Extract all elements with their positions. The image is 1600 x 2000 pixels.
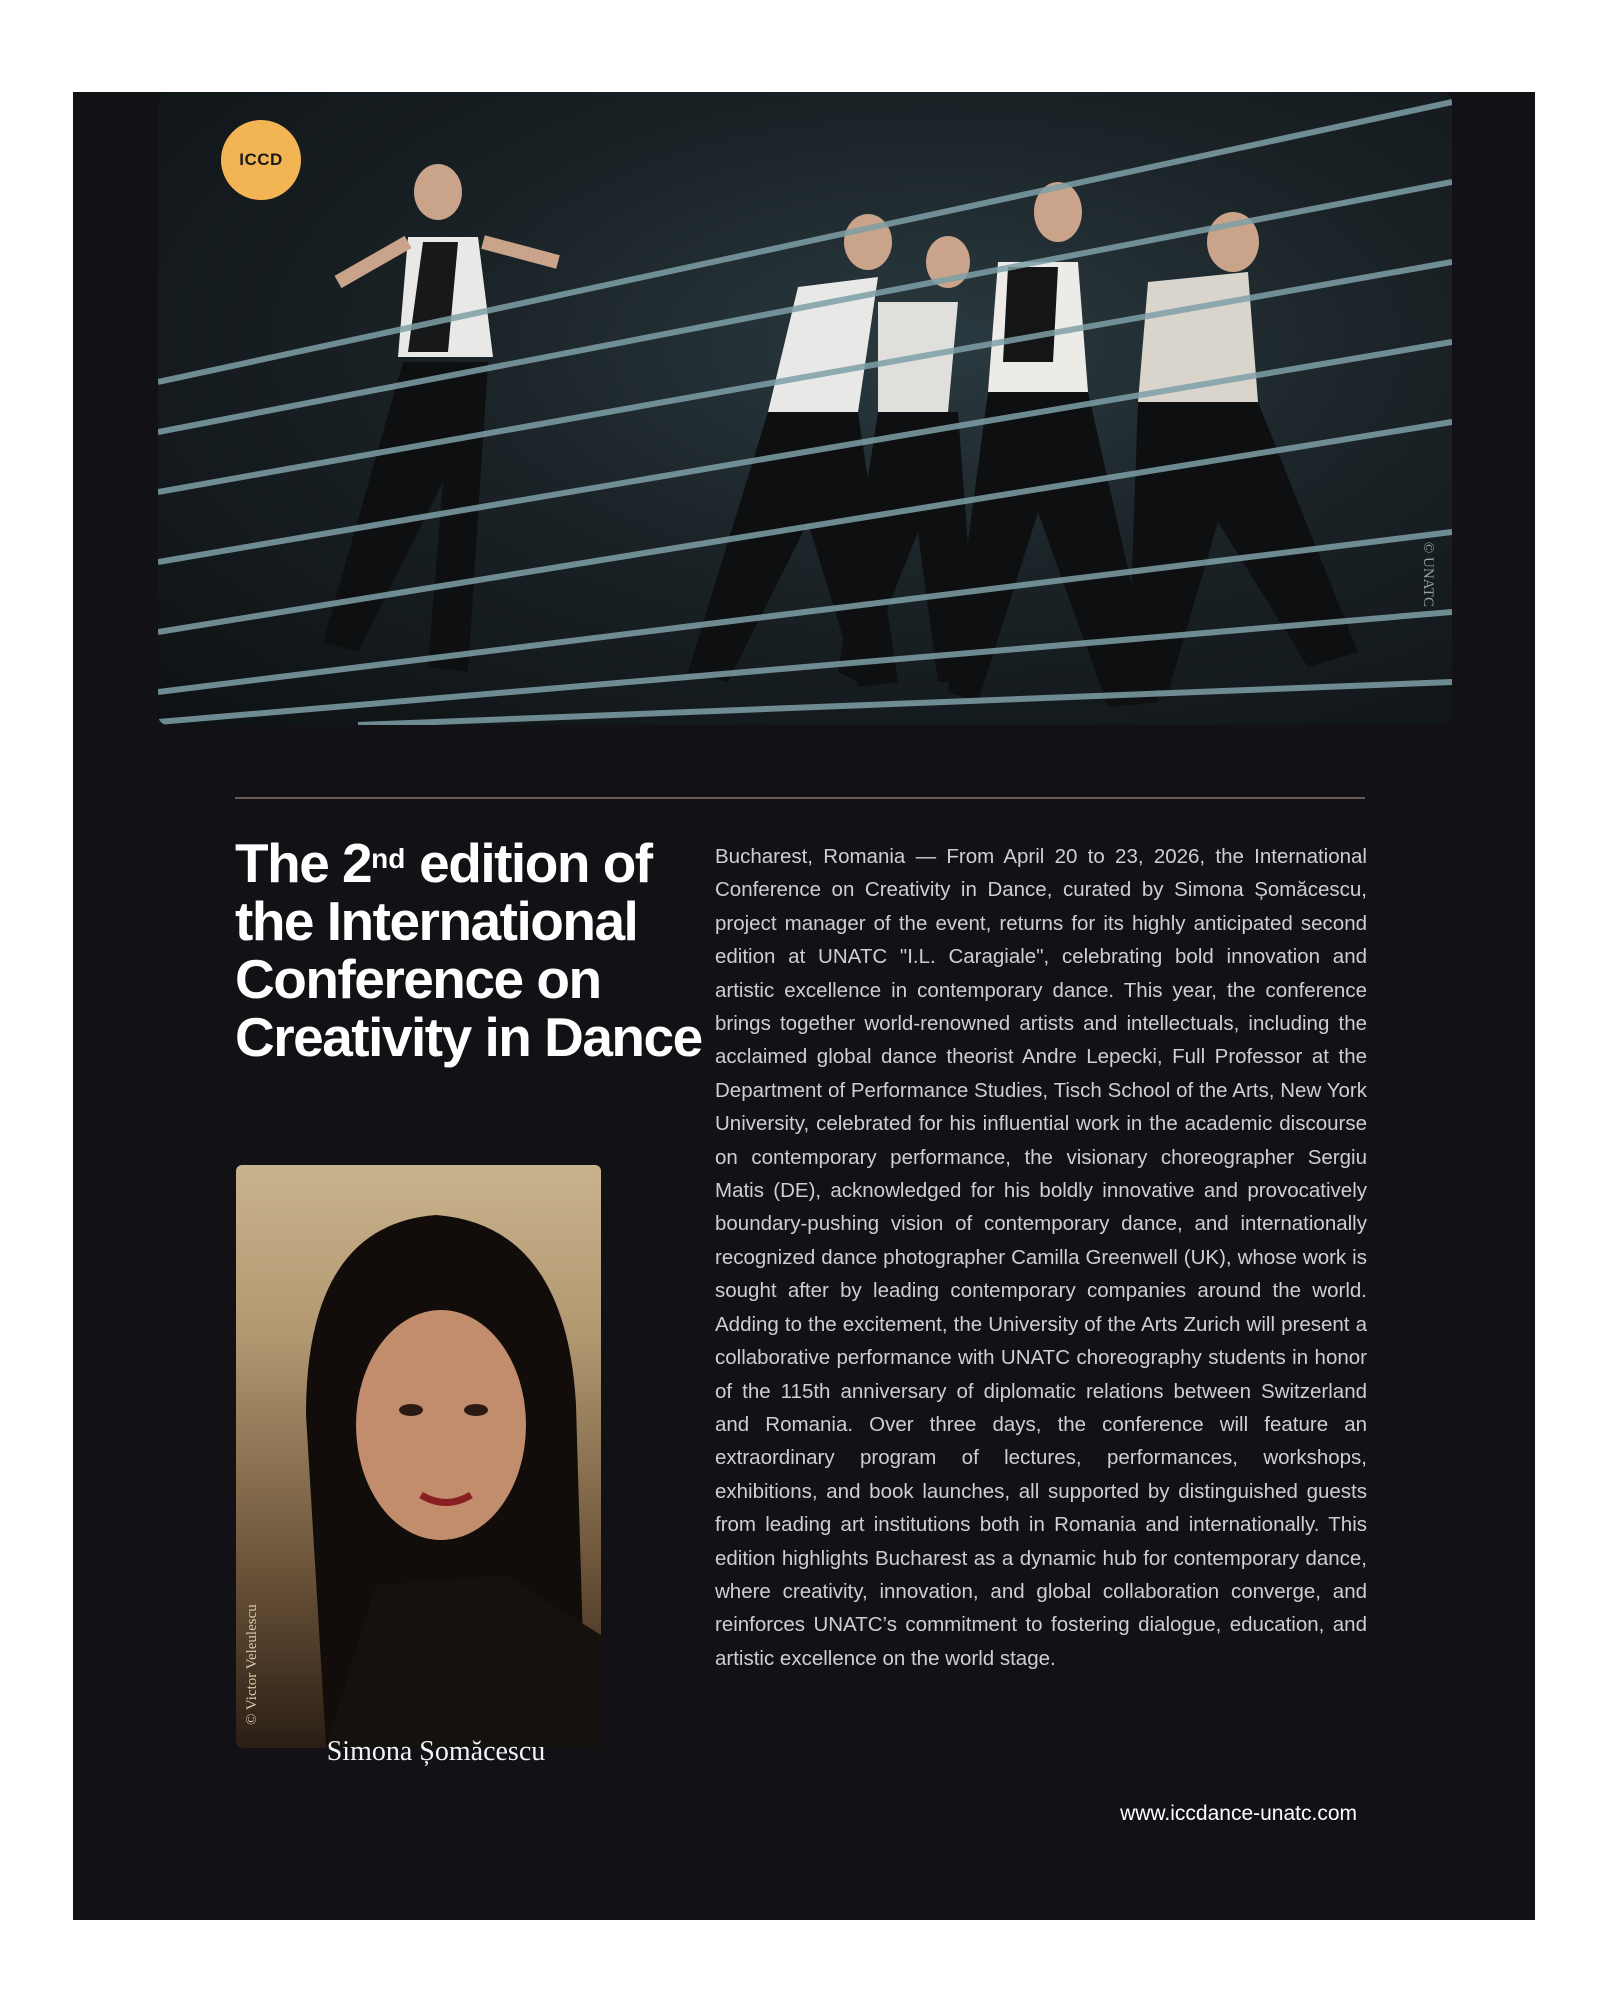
hero-photo — [158, 92, 1452, 725]
article-body: Bucharest, Romania — From April 20 to 23, 2026, the International Conference on Creativity in Dance, curated by Simona Șomăcescu, project manager of the event, returns for its highly anticipated second edition at UNATC "I.L. Caragiale", celebrating bold innovation and artistic excellence in contemporary dance. This year, the conference brings together world-renowned artists and intellectuals, including the acclaimed global dance theorist Andre Lepecki, Full Professor at the Department of Performance Studies, Tisch School of the Arts, New York University, celebrated for his influential work in the academic discourse on contemporary performance, the visionary choreographer Sergiu Matis (DE), acknowledged for his boldly innovative and provocatively boundary-pushing vision of contemporary dance, and internationally recognized dance photographer Camilla Greenwell (UK), whose work is sought after by leading contemporary companies around the world. Adding to the excitement, the University of the Arts Zurich will present a collaborative performance with UNATC choreography students in honor of the 115th anniversary of diplomatic relations between Switzerland and Romania. Over three days, the conference will feature an extraordinary program of lectures, performances, workshops, exhibitions, and book launches, all supported by distinguished guests from leading art institutions both in Romania and internationally. This edition highlights Bucharest as a dynamic hub for contemporary dance, where creativity, innovation, and global collaboration converge, and reinforces UNATC’s commitment to fostering dialogue, education, and artistic excellence on the world stage. — [715, 845, 1367, 1670]
title-part2: edition of the International Conference on Creativity in Dance — [235, 832, 702, 1068]
title-part1: The 2 — [235, 832, 372, 894]
portrait-photo-credit: © Victor Veleulescu — [244, 1604, 260, 1725]
page-title — [235, 834, 705, 1066]
dancers-illustration — [158, 92, 1452, 725]
portrait-caption: Simona Șomăcescu — [326, 1736, 546, 1767]
iccd-logo-badge: ICCD — [221, 120, 301, 200]
title-ordinal-suffix: nd — [371, 843, 406, 874]
website-link[interactable]: www.iccdance-unatc.com — [1120, 1802, 1357, 1825]
portrait-illustration — [236, 1165, 601, 1748]
poster-page — [73, 92, 1535, 1920]
hero-photo-credit: © UNATC — [1420, 541, 1436, 607]
portrait-photo — [236, 1165, 601, 1748]
section-divider — [235, 797, 1365, 799]
